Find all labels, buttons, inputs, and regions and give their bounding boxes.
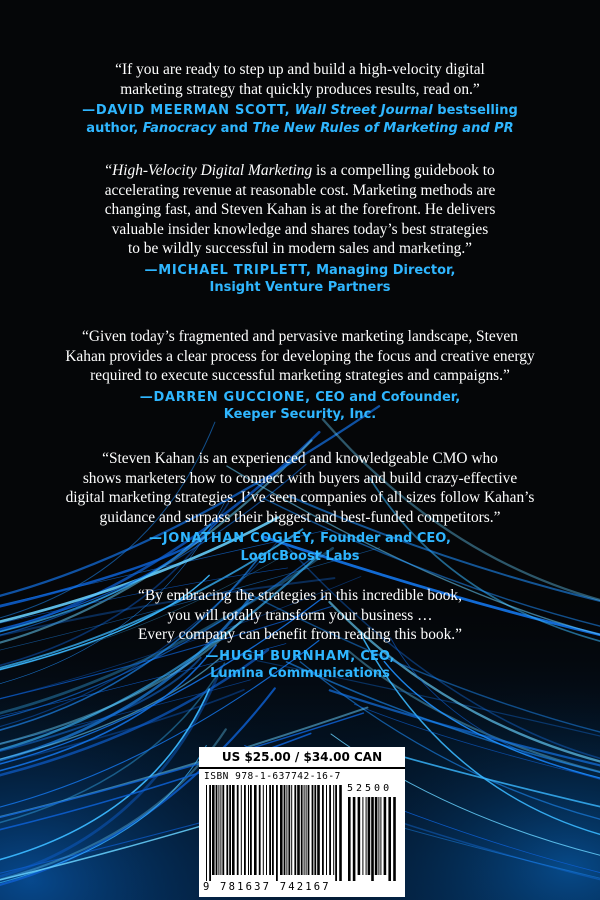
- barcode-bar: [218, 785, 219, 875]
- blurb-5-attribution: —HUGH BURNHAM, CEO, Lumina Communications: [205, 648, 395, 681]
- blurb-4: [0, 449, 600, 565]
- barcode-bar: [241, 785, 242, 875]
- barcode-bar: [269, 785, 271, 875]
- barcode-bar: [375, 797, 378, 875]
- blurb-4-attribution: —JONATHAN COGLEY, Founder and CEO, LogicBoost Labs: [149, 531, 451, 564]
- barcode-bar: [254, 785, 257, 875]
- barcode-bar: [384, 797, 387, 875]
- barcode-bar: [284, 785, 286, 875]
- barcode-bar: [229, 785, 231, 875]
- blurb-3-quote: “Given today’s fragmented and pervasive marketing landscape, Steven Kahan provides a clear process for developing the focus and creative energy required to execute successful marketing strategies and campaigns.”: [65, 328, 535, 384]
- barcode-bar: [371, 797, 374, 881]
- barcode-bar: [329, 785, 331, 875]
- barcode-bar: [333, 785, 334, 875]
- price-addon-digits: 52500: [347, 783, 393, 794]
- barcode-bar: [348, 797, 351, 881]
- isbn-number: ISBN 978-1-637742-16-7: [204, 771, 341, 782]
- barcode-bar: [263, 785, 264, 875]
- barcode-bar: [280, 785, 283, 875]
- blurb-1: [0, 60, 600, 137]
- barcode-bar: [368, 797, 371, 875]
- barcode-bar: [250, 785, 252, 875]
- barcode-bar: [216, 785, 218, 875]
- ean-barcode: [205, 785, 343, 881]
- barcode-bar: [362, 797, 363, 875]
- barcode-bar: [222, 785, 224, 875]
- barcode-bar: [366, 797, 367, 875]
- barcode-bar: [301, 785, 303, 875]
- barcode-digits: 9 781637 742167: [203, 881, 331, 893]
- barcode-bar: [297, 785, 300, 875]
- blurb-2-attribution: —MICHAEL TRIPLETT, Managing Director, Insight Venture Partners: [144, 262, 456, 295]
- barcode-bar: [272, 785, 274, 875]
- barcode-bar: [393, 797, 396, 881]
- blurb-3: [0, 327, 600, 424]
- barcode-bar: [232, 785, 235, 875]
- barcode-bar: [314, 785, 316, 875]
- barcode-bar: [317, 785, 320, 875]
- barcode-bar: [339, 785, 342, 881]
- price-addon-barcode: [347, 797, 399, 881]
- barcode-bar: [322, 785, 324, 875]
- barcode-bar: [326, 785, 327, 875]
- barcode-bar: [259, 785, 261, 875]
- barcode-bar: [266, 785, 267, 875]
- blurb-3-attribution: —DARREN GUCCIONE, CEO and Cofounder, Keeper Security, Inc.: [139, 389, 461, 422]
- blurb-2: [0, 161, 600, 297]
- barcode-bar: [237, 785, 239, 875]
- barcode-bar: [308, 785, 310, 875]
- barcode-bar: [291, 785, 292, 875]
- blurb-5-quote: “By embracing the strategies in this incredible book, you will totally transform your business … Every company can benefit from reading this book.”: [138, 587, 462, 643]
- barcode-bar: [276, 785, 278, 881]
- barcode-bar: [388, 797, 391, 881]
- barcode-bar: [358, 797, 361, 875]
- barcode-bar: [248, 785, 249, 875]
- barcode-bar: [212, 785, 215, 875]
- blurb-2-quote: “High-Velocity Digital Marketing is a compelling guidebook to accelerating revenue at reasonable cost. Marketing methods are changing fast, and Steven Kahan is at the forefront. He delivers valuable insider knowledge and shares today’s best strategies to be wildly successful in modern sales and marketing.”: [104, 162, 496, 257]
- blurb-5: [0, 586, 600, 683]
- isbn-barcode-box: [199, 747, 405, 897]
- barcode-bar: [209, 785, 211, 881]
- barcode-bar: [294, 785, 296, 875]
- blurb-1-quote: “If you are ready to step up and build a high-velocity digital marketing strategy that quickly produces results, read on.”: [115, 61, 485, 98]
- barcode-bar: [286, 785, 287, 875]
- barcode-bar: [378, 797, 379, 875]
- barcode-bar: [380, 797, 381, 875]
- barcode-bar: [353, 797, 356, 881]
- barcode-bar: [312, 785, 314, 875]
- barcode-bar: [220, 785, 221, 875]
- price-label: US $25.00 / $34.00 CAN: [199, 747, 405, 769]
- barcode-bar: [306, 785, 307, 875]
- barcode-bar: [206, 785, 207, 881]
- barcode-bar: [244, 785, 246, 875]
- blurb-1-attribution: —DAVID MEERMAN SCOTT, Wall Street Journal bestselling author, Fanocracy and The New Rules of Marketing and PR: [82, 103, 518, 136]
- barcode-bar: [304, 785, 305, 875]
- barcode-bar: [226, 785, 228, 875]
- barcode-bar: [288, 785, 290, 875]
- barcode-bar: [335, 785, 337, 881]
- blurb-4-quote: “Steven Kahan is an experienced and knowledgeable CMO who shows marketers how to connect with buyers and build crazy-effective digital marketing strategies. I’ve seen companies of all sizes follow Kahan’s guidance and surpass their biggest and best-funded competitors.”: [65, 450, 535, 526]
